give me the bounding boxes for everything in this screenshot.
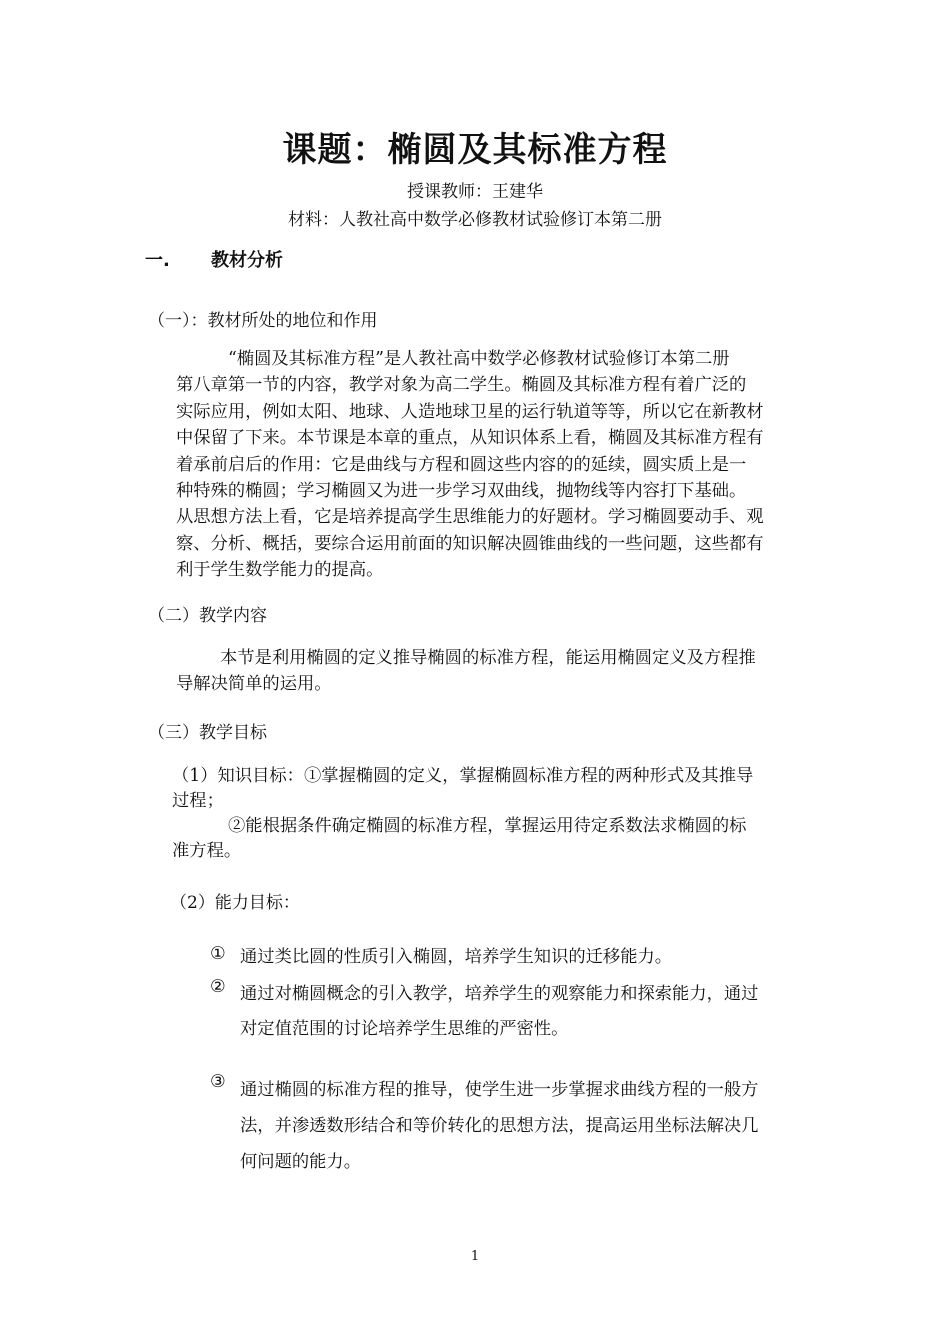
item-line: 何问题的能力。: [240, 1152, 361, 1172]
paragraph-position-role: [176, 346, 808, 584]
subsection-heading-1: （一）：教材所处的地位和作用: [148, 311, 378, 331]
item-marker: ②: [210, 977, 226, 997]
paragraph-line: 中保留了下来。本节课是本章的重点，从知识体系上看，椭圆及其标准方程有: [176, 428, 764, 449]
paragraph-line: ②能根据条件确定椭圆的标准方程，掌握运用待定系数法求椭圆的标: [228, 816, 747, 836]
paragraph-line: “椭圆及其标准方程”是人教社高中数学必修教材试验修订本第二册: [228, 349, 730, 369]
item-marker: ③: [210, 1072, 226, 1092]
subsection-heading-2: （二）教学内容: [148, 606, 267, 626]
document-title: 课题：椭圆及其标准方程: [282, 130, 668, 170]
item-line: 法，并渗透数形结合和等价转化的思想方法，提高运用坐标法解决几: [240, 1116, 759, 1136]
paragraph-line: （1）知识目标：①掌握椭圆的定义，掌握椭圆标准方程的两种形式及其推导: [172, 766, 754, 786]
item-line: 通过类比圆的性质引入椭圆，培养学生知识的迁移能力。: [240, 947, 673, 967]
page-number: 1: [470, 1249, 480, 1264]
paragraph-line: 准方程。: [172, 841, 242, 861]
paragraph-teaching-content: [176, 645, 808, 698]
knowledge-goal: [172, 764, 808, 864]
teacher-line: 授课教师：王建华: [407, 182, 543, 202]
item-line: 通过对椭圆概念的引入教学，培养学生的观察能力和探索能力，通过: [240, 984, 759, 1004]
item-marker: ①: [210, 944, 226, 964]
item-line: 通过椭圆的标准方程的推导，使学生进一步掌握求曲线方程的一般方: [240, 1080, 759, 1100]
item-line: 对定值范围的讨论培养学生思维的严密性。: [240, 1019, 569, 1039]
paragraph-line: 实际应用，例如太阳、地球、人造地球卫星的运行轨道等等，所以它在新教材: [176, 401, 764, 422]
paragraph-line: 利于学生数学能力的提高。: [176, 560, 384, 581]
item-text: [240, 1072, 806, 1180]
paragraph-line: 着承前启后的作用：它是曲线与方程和圆这些内容的的延续，圆实质上是一: [176, 454, 747, 475]
paragraph-line: 从思想方法上看，它是培养提高学生思维能力的好题材。学习椭圆要动手、观: [176, 507, 764, 528]
ability-goal-heading: （2）能力目标：: [170, 893, 300, 913]
paragraph-line: 种特殊的椭圆；学习椭圆又为进一步学习双曲线，抛物线等内容打下基础。: [176, 481, 747, 502]
section-title: 教材分析: [211, 250, 283, 271]
paragraph-line: 第八章第一节的内容，教学对象为高二学生。椭圆及其标准方程有着广泛的: [176, 375, 747, 396]
item-text: [240, 944, 806, 970]
paragraph-line: 察、分析、概括，要综合运用前面的知识解决圆锥曲线的一些问题，这些都有: [176, 533, 764, 554]
subsection-heading-3: （三）教学目标: [148, 723, 267, 743]
material-line: 材料：人教社高中数学必修教材试验修订本第二册: [288, 210, 662, 230]
paragraph-line: 本节是利用椭圆的定义推导椭圆的标准方程，能运用椭圆定义及方程推: [220, 648, 756, 668]
paragraph-line: 导解决简单的运用。: [176, 674, 332, 695]
item-text: [240, 977, 806, 1047]
section-heading: [145, 246, 283, 272]
section-number: 一.: [145, 250, 170, 271]
paragraph-line: 过程；: [172, 791, 224, 811]
